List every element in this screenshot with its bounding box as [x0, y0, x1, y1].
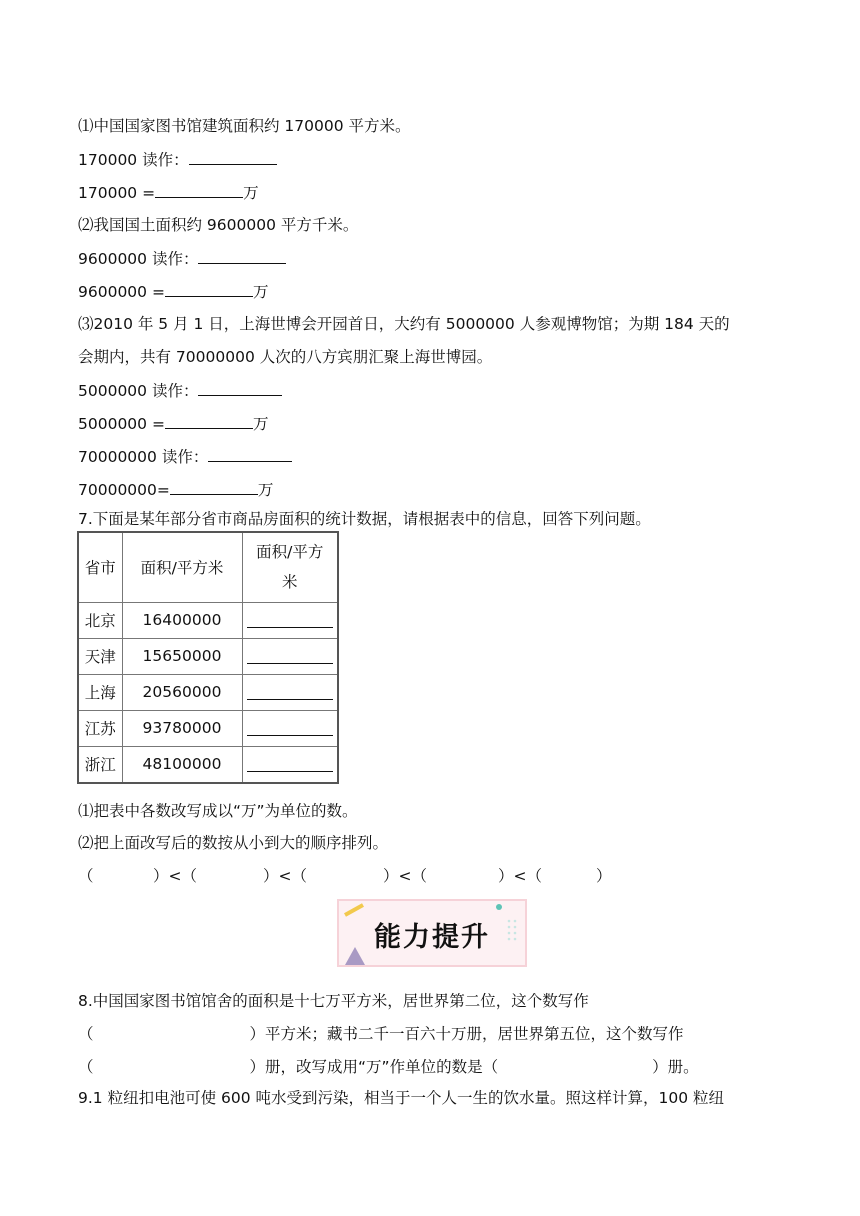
- header-area-wan-line1: 面积/平方: [256, 543, 324, 562]
- answer-blank[interactable]: [170, 478, 258, 495]
- q6-part2-read: [78, 247, 286, 270]
- q7-sub2: ⑵把上面改写后的数按从小到大的顺序排列。: [78, 834, 389, 852]
- q6-part2-eq: [78, 280, 268, 303]
- answer-blank[interactable]: [247, 681, 333, 700]
- table-row: [78, 638, 338, 674]
- header-area-wan-line2: 米: [281, 573, 298, 592]
- q7-sub1: ⑴把表中各数改写成以“万”为单位的数。: [78, 802, 358, 820]
- answer-blank[interactable]: [247, 753, 333, 772]
- q8-line3-end: ）册。: [652, 1058, 699, 1076]
- row-answer: [242, 638, 338, 674]
- q6-part3-read2: [78, 445, 292, 468]
- q8-line3-text: ）册，改写成用“万”作单位的数是（: [249, 1058, 499, 1076]
- row-name: 浙江: [78, 746, 122, 783]
- row-value: 16400000: [122, 602, 242, 638]
- answer-blank[interactable]: [198, 379, 282, 396]
- row-answer: [242, 602, 338, 638]
- table-header-row: [78, 532, 338, 602]
- q8-line2-text: ）平方米；藏书二千一百六十万册，居世界第五位，这个数写作: [249, 1025, 684, 1043]
- q7-title: 7.下面是某年部分省市商品房面积的统计数据，请根据表中的信息，回答下列问题。: [78, 510, 651, 528]
- q6-part3-eq2: [78, 478, 273, 501]
- q6-part2-eq-label: 9600000 =: [78, 283, 165, 301]
- answer-blank[interactable]: [208, 445, 292, 462]
- q6-part3-line2: 会期内，共有 70000000 人次的八方宾朋汇聚上海世博园。: [78, 348, 493, 366]
- row-answer: [242, 746, 338, 783]
- row-value: 48100000: [122, 746, 242, 783]
- banner-text: 能力提升: [374, 922, 490, 953]
- row-answer: [242, 710, 338, 746]
- q9-line1: 9.1 粒纽扣电池可使 600 吨水受到污染，相当于一个人一生的饮水量。照这样计算，100 粒纽: [78, 1089, 725, 1107]
- q8-line3: [78, 1056, 699, 1078]
- q6-part3-read1: [78, 379, 282, 402]
- q6-part3-read1-label: 5000000 读作：: [78, 382, 199, 400]
- header-province: 省市: [78, 532, 122, 602]
- q6-part3-eq1-label: 5000000 =: [78, 415, 165, 433]
- compare-close: ）: [596, 867, 612, 885]
- comparison-row: [78, 864, 638, 886]
- row-value: 93780000: [122, 710, 242, 746]
- header-area-m2: 面积/平方米: [122, 532, 242, 602]
- unit-wan: 万: [243, 184, 259, 202]
- q6-part2-read-label: 9600000 读作：: [78, 250, 199, 268]
- answer-blank[interactable]: [247, 609, 333, 628]
- row-value: 20560000: [122, 674, 242, 710]
- row-name: 江苏: [78, 710, 122, 746]
- q6-part3-eq1: [78, 412, 268, 435]
- compare-open: （: [78, 867, 94, 885]
- q6-part1-read-label: 170000 读作：: [78, 151, 189, 169]
- q6-part2: ⑵我国国土面积约 9600000 平方千米。: [78, 216, 359, 234]
- row-name: 北京: [78, 602, 122, 638]
- table-row: [78, 674, 338, 710]
- table-row: [78, 602, 338, 638]
- answer-blank[interactable]: [165, 412, 253, 429]
- paren-open: （: [78, 1025, 94, 1043]
- answer-blank[interactable]: [155, 181, 243, 198]
- unit-wan: 万: [252, 415, 269, 433]
- q8-line2: [78, 1023, 684, 1045]
- row-name: 上海: [78, 674, 122, 710]
- answer-blank[interactable]: [247, 645, 333, 664]
- compare-sep: ）<（: [263, 867, 307, 885]
- ability-improvement-banner: [337, 899, 527, 967]
- q6-part3-eq2-label: 70000000=: [78, 481, 170, 499]
- answer-blank[interactable]: [198, 247, 286, 264]
- compare-sep: ）<（: [153, 867, 197, 885]
- table-row: [78, 746, 338, 783]
- row-name: 天津: [78, 638, 122, 674]
- q6-part1: ⑴中国国家图书馆建筑面积约 170000 平方米。: [78, 117, 411, 135]
- compare-sep: ）<（: [383, 867, 427, 885]
- answer-blank[interactable]: [247, 717, 333, 736]
- q6-part1-read: [78, 148, 277, 171]
- q6-part3-read2-label: 70000000 读作：: [78, 448, 209, 466]
- compare-sep: ）<（: [498, 867, 542, 885]
- row-answer: [242, 674, 338, 710]
- answer-blank[interactable]: [165, 280, 253, 297]
- header-area-wan: [242, 532, 338, 602]
- answer-blank[interactable]: [189, 148, 277, 165]
- q6-part1-eq: [78, 181, 259, 204]
- unit-wan: 万: [257, 481, 274, 499]
- table-row: [78, 710, 338, 746]
- q6-part1-eq-label: 170000 =: [78, 184, 156, 202]
- area-table: [77, 531, 339, 784]
- paren-open: （: [78, 1058, 94, 1076]
- q8-line1: 8.中国国家图书馆馆舍的面积是十七万平方米，居世界第二位，这个数写作: [78, 992, 589, 1010]
- q6-part3-line1: ⑶2010 年 5 月 1 日，上海世博会开园首日，大约有 5000000 人参观博物馆；为期 184 天的: [78, 315, 730, 333]
- unit-wan: 万: [252, 283, 269, 301]
- row-value: 15650000: [122, 638, 242, 674]
